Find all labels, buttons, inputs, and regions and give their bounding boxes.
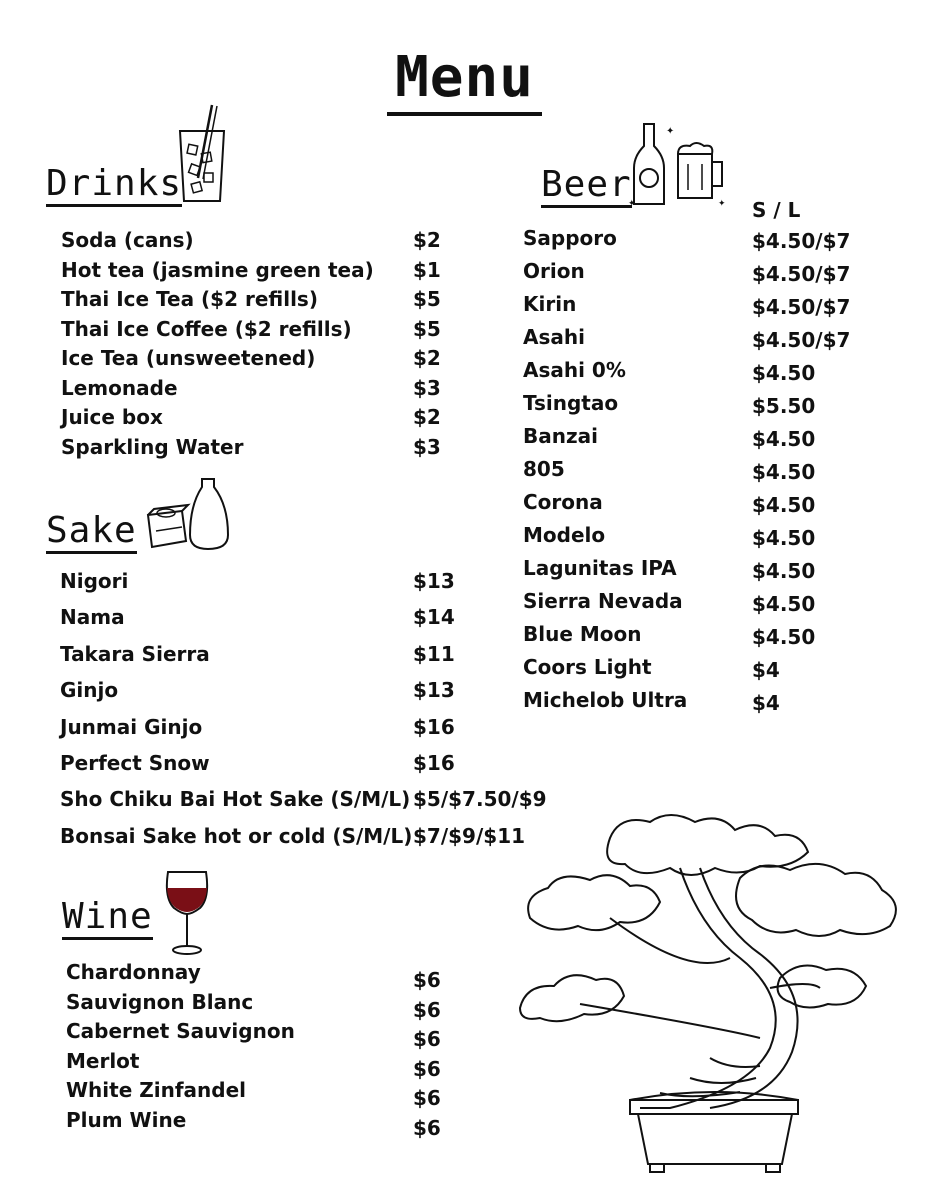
wine-item-price: $6 xyxy=(413,1027,441,1051)
drinks-item-price: $1 xyxy=(413,257,441,282)
wine-item-name: White Zinfandel xyxy=(66,1078,247,1102)
sake-item-name: Nama xyxy=(60,605,125,630)
drinks-item-name: Soda (cans) xyxy=(61,228,194,252)
drinks-item-name: Hot tea (jasmine green tea) xyxy=(61,257,374,282)
beer-item-price: $4.50 xyxy=(752,460,816,484)
wine-item-name: Plum Wine xyxy=(66,1107,187,1132)
iced-drink-icon xyxy=(176,103,228,205)
beer-item-name: Tsingtao xyxy=(523,391,619,415)
beer-item-name: Lagunitas IPA xyxy=(523,556,677,580)
drinks-item-price: $5 xyxy=(413,287,441,311)
beer-item-price: $4.50/$7 xyxy=(752,229,851,253)
svg-text:✦: ✦ xyxy=(718,199,726,209)
drinks-item-price: $2 xyxy=(413,405,441,429)
beer-heading: Beer xyxy=(541,166,632,208)
beer-item-name: Asahi xyxy=(523,325,585,349)
beer-bottle-icon xyxy=(628,120,675,209)
sake-item-price: $16 xyxy=(413,714,455,739)
wine-heading: Wine xyxy=(62,898,153,940)
sake-item-name: Perfect Snow xyxy=(60,751,210,775)
menu-title: Menu xyxy=(387,50,542,116)
wine-item-name: Merlot xyxy=(66,1048,140,1073)
sake-item-price: $7/$9/$11 xyxy=(413,823,526,848)
beer-item-price: $4 xyxy=(752,691,780,715)
drinks-heading: Drinks xyxy=(46,165,182,207)
beer-item-name: Coors Light xyxy=(523,655,652,679)
beer-item-name: 805 xyxy=(523,457,565,481)
drinks-item-name: Sparkling Water xyxy=(61,434,244,459)
drinks-item-price: $3 xyxy=(413,434,441,459)
drinks-item-price: $2 xyxy=(413,228,441,252)
drinks-item-name: Thai Ice Coffee ($2 refills) xyxy=(61,316,352,341)
sake-heading: Sake xyxy=(46,512,137,554)
beer-item-name: Asahi 0% xyxy=(523,358,626,382)
sake-item-price: $13 xyxy=(413,569,455,593)
drinks-item-name: Lemonade xyxy=(61,375,178,400)
wine-item-price: $6 xyxy=(413,968,441,992)
svg-text:✦: ✦ xyxy=(666,126,675,137)
beer-item-price: $4.50/$7 xyxy=(752,262,851,286)
wine-item-price: $6 xyxy=(413,1115,441,1140)
beer-item-name: Sierra Nevada xyxy=(523,589,683,613)
sake-item-price: $16 xyxy=(413,751,455,775)
beer-item-name: Michelob Ultra xyxy=(523,688,688,712)
beer-item-name: Blue Moon xyxy=(523,622,642,646)
wine-item-name: Sauvignon Blanc xyxy=(66,989,254,1014)
sake-item-name: Bonsai Sake hot or cold (S/M/L) xyxy=(60,823,413,848)
drinks-item-name: Juice box xyxy=(61,405,163,429)
sake-item-name: Junmai Ginjo xyxy=(60,714,203,739)
wine-item-name: Chardonnay xyxy=(66,960,201,984)
sake-item-price: $11 xyxy=(413,641,455,666)
beer-mug-icon xyxy=(672,140,726,208)
wine-item-price: $6 xyxy=(413,997,441,1022)
wine-item-name: Cabernet Sauvignon xyxy=(66,1019,295,1043)
sake-item-name: Nigori xyxy=(60,569,129,593)
beer-item-price: $4.50 xyxy=(752,361,816,385)
beer-item-name: Orion xyxy=(523,259,585,283)
sake-item-price: $13 xyxy=(413,678,455,703)
wine-glass-icon xyxy=(162,868,212,956)
beer-item-name: Corona xyxy=(523,490,603,514)
wine-item-price: $6 xyxy=(413,1086,441,1110)
drinks-item-price: $5 xyxy=(413,316,441,341)
sake-item-price: $14 xyxy=(413,605,455,630)
svg-text:✦: ✦ xyxy=(628,199,636,209)
sake-set-icon xyxy=(142,475,232,555)
beer-item-price: $4.50/$7 xyxy=(752,295,851,319)
sake-item-name: Takara Sierra xyxy=(60,641,210,666)
sake-item-name: Sho Chiku Bai Hot Sake (S/M/L) xyxy=(60,787,411,812)
beer-item-name: Modelo xyxy=(523,523,606,547)
drinks-item-name: Ice Tea (unsweetened) xyxy=(61,346,316,370)
beer-item-price: $4.50 xyxy=(752,592,816,616)
sake-item-price: $5/$7.50/$9 xyxy=(413,787,547,812)
drinks-item-name: Thai Ice Tea ($2 refills) xyxy=(61,287,318,311)
beer-item-name: Kirin xyxy=(523,292,577,316)
sake-item-name: Ginjo xyxy=(60,678,119,703)
drinks-item-price: $2 xyxy=(413,346,441,370)
beer-size-header: S / L xyxy=(752,198,801,222)
beer-item-name: Banzai xyxy=(523,424,598,448)
beer-item-price: $4.50 xyxy=(752,526,816,550)
bonsai-tree-icon xyxy=(520,808,905,1178)
beer-item-name: Sapporo xyxy=(523,226,617,250)
beer-item-price: $4 xyxy=(752,658,780,682)
beer-item-price: $5.50 xyxy=(752,394,816,418)
drinks-item-price: $3 xyxy=(413,375,441,400)
beer-item-price: $4.50 xyxy=(752,559,816,583)
beer-item-price: $4.50 xyxy=(752,427,816,451)
beer-item-price: $4.50/$7 xyxy=(752,328,851,352)
wine-item-price: $6 xyxy=(413,1056,441,1081)
beer-item-price: $4.50 xyxy=(752,493,816,517)
beer-item-price: $4.50 xyxy=(752,625,816,649)
